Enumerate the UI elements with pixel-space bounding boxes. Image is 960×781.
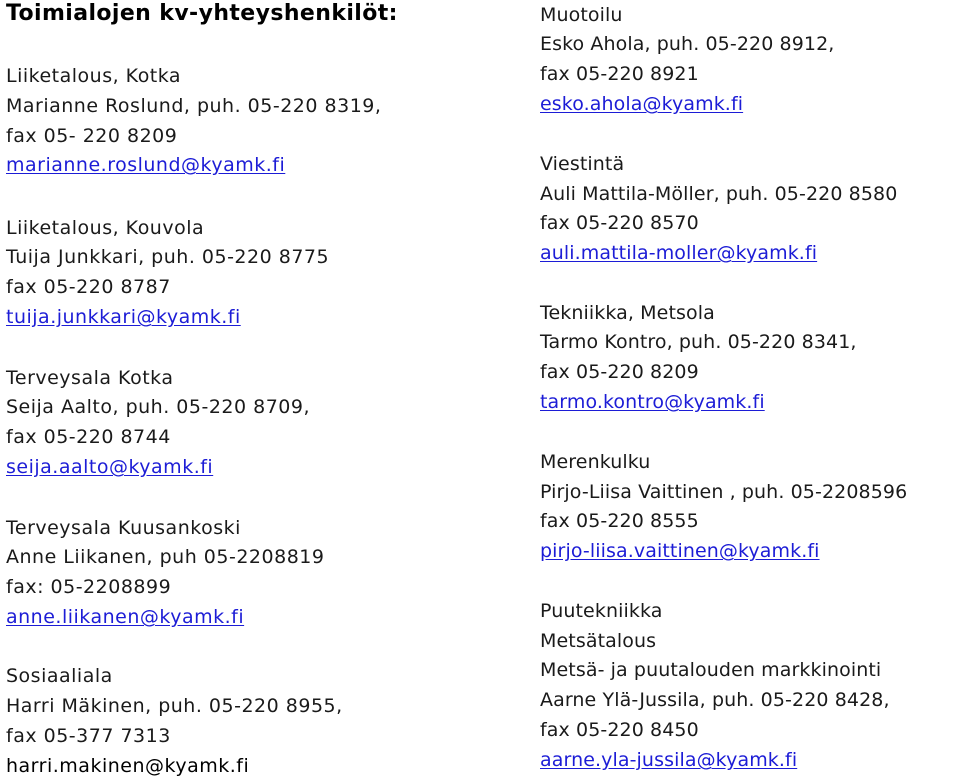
email-link[interactable]: seija.aalto@kyamk.fi bbox=[6, 456, 214, 478]
contact-name-phone: Tarmo Kontro, puh. 05-220 8341, bbox=[540, 331, 857, 353]
email-link[interactable]: pirjo-liisa.vaittinen@kyamk.fi bbox=[540, 540, 820, 562]
contact-fax: fax 05-220 8209 bbox=[540, 361, 699, 383]
contact-name-phone: Anne Liikanen, puh 05-2208819 bbox=[6, 546, 325, 568]
email-text: harri.makinen@kyamk.fi bbox=[6, 755, 250, 777]
section-subheading: Metsätalous bbox=[540, 630, 657, 652]
contact-fax: fax 05-377 7313 bbox=[6, 725, 171, 747]
section-heading: Liiketalous, Kotka bbox=[6, 65, 182, 87]
email-link[interactable]: auli.mattila-moller@kyamk.fi bbox=[540, 242, 818, 264]
section-heading: Puutekniikka bbox=[540, 600, 663, 622]
section-subheading: Metsä- ja puutalouden markkinointi bbox=[540, 659, 882, 681]
section-heading: Muotoilu bbox=[540, 4, 623, 26]
contact-name-phone: Pirjo-Liisa Vaittinen , puh. 05-2208596 bbox=[540, 481, 908, 503]
contact-name-phone: Esko Ahola, puh. 05-220 8912, bbox=[540, 33, 835, 55]
section-heading: Sosiaaliala bbox=[6, 665, 113, 687]
contact-fax: fax: 05-2208899 bbox=[6, 576, 172, 598]
email-link[interactable]: tarmo.kontro@kyamk.fi bbox=[540, 391, 765, 413]
page-title: Toimialojen kv-yhteyshenkilöt: bbox=[6, 1, 398, 26]
section-heading: Terveysala Kuusankoski bbox=[6, 517, 241, 539]
contact-fax: fax 05-220 8555 bbox=[540, 510, 699, 532]
contact-name-phone: Harri Mäkinen, puh. 05-220 8955, bbox=[6, 695, 343, 717]
contact-name-phone: Seija Aalto, puh. 05-220 8709, bbox=[6, 396, 311, 418]
section-heading: Terveysala Kotka bbox=[6, 367, 174, 389]
contact-name-phone: Marianne Roslund, puh. 05-220 8319, bbox=[6, 95, 382, 117]
email-link[interactable]: tuija.junkkari@kyamk.fi bbox=[6, 306, 241, 328]
contact-name-phone: Auli Mattila-Möller, puh. 05-220 8580 bbox=[540, 183, 898, 205]
contact-fax: fax 05-220 8787 bbox=[6, 276, 171, 298]
contact-name-phone: Aarne Ylä-Jussila, puh. 05-220 8428, bbox=[540, 689, 890, 711]
section-heading: Tekniikka, Metsola bbox=[540, 302, 715, 324]
email-link[interactable]: marianne.roslund@kyamk.fi bbox=[6, 154, 286, 176]
section-heading: Viestintä bbox=[540, 153, 625, 175]
contact-fax: fax 05-220 8570 bbox=[540, 212, 699, 234]
contact-name-phone: Tuija Junkkari, puh. 05-220 8775 bbox=[6, 246, 330, 268]
contact-fax: fax 05-220 8744 bbox=[6, 426, 171, 448]
contact-fax: fax 05-220 8450 bbox=[540, 719, 699, 741]
section-heading: Liiketalous, Kouvola bbox=[6, 217, 205, 239]
section-heading: Merenkulku bbox=[540, 451, 651, 473]
email-link[interactable]: aarne.yla-jussila@kyamk.fi bbox=[540, 749, 798, 771]
contact-fax: fax 05- 220 8209 bbox=[6, 125, 178, 147]
email-link[interactable]: esko.ahola@kyamk.fi bbox=[540, 93, 744, 115]
contact-fax: fax 05-220 8921 bbox=[540, 63, 699, 85]
email-link[interactable]: anne.liikanen@kyamk.fi bbox=[6, 606, 245, 628]
